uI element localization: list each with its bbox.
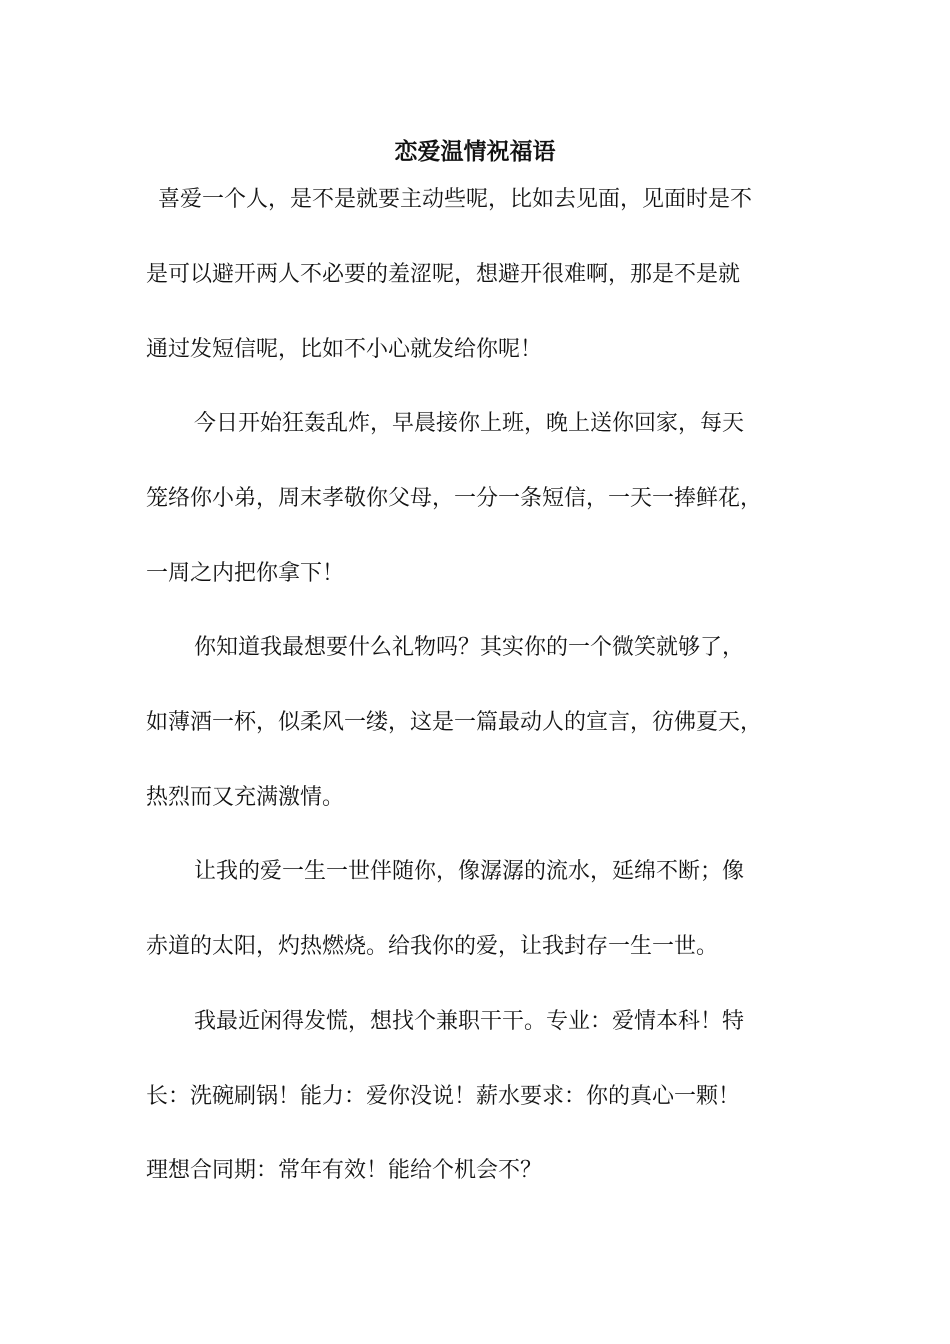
paragraph-1-line-2: 是可以避开两人不必要的羞涩呢，想避开很难啊，那是不是就	[146, 262, 741, 287]
paragraph-5-line-3: 理想合同期：常年有效！能给个机会不？	[146, 1158, 543, 1183]
paragraph-4-line-2: 赤道的太阳，灼热燃烧。给我你的爱，让我封存一生一世。	[146, 934, 719, 959]
paragraph-2-line-2: 笼络你小弟，周末孝敬你父母，一分一条短信，一天一捧鲜花，	[146, 486, 763, 511]
paragraph-3-line-2: 如薄酒一杯，似柔风一缕，这是一篇最动人的宣言，彷佛夏天，	[146, 710, 763, 735]
paragraph-3-line-3: 热烈而又充满激情。	[146, 785, 345, 810]
paragraph-1-line-1: 喜爱一个人，是不是就要主动些呢，比如去见面，见面时是不	[158, 187, 753, 212]
paragraph-5-line-1: 我最近闲得发慌，想找个兼职干干。专业：爱情本科！特	[194, 1009, 745, 1034]
paragraph-4-line-1: 让我的爱一生一世伴随你，像潺潺的流水，延绵不断；像	[194, 859, 745, 884]
paragraph-2-line-1: 今日开始狂轰乱炸，早晨接你上班，晚上送你回家，每天	[194, 411, 745, 436]
paragraph-2-line-3: 一周之内把你拿下！	[146, 561, 345, 586]
paragraph-5-line-2: 长：洗碗刷锅！能力：爱你没说！薪水要求：你的真心一颗！	[146, 1084, 741, 1109]
paragraph-3-line-1: 你知道我最想要什么礼物吗？其实你的一个微笑就够了，	[194, 635, 745, 660]
document-title: 恋爱温情祝福语	[394, 138, 556, 165]
paragraph-1-line-3: 通过发短信呢，比如不小心就发给你呢！	[146, 337, 543, 362]
